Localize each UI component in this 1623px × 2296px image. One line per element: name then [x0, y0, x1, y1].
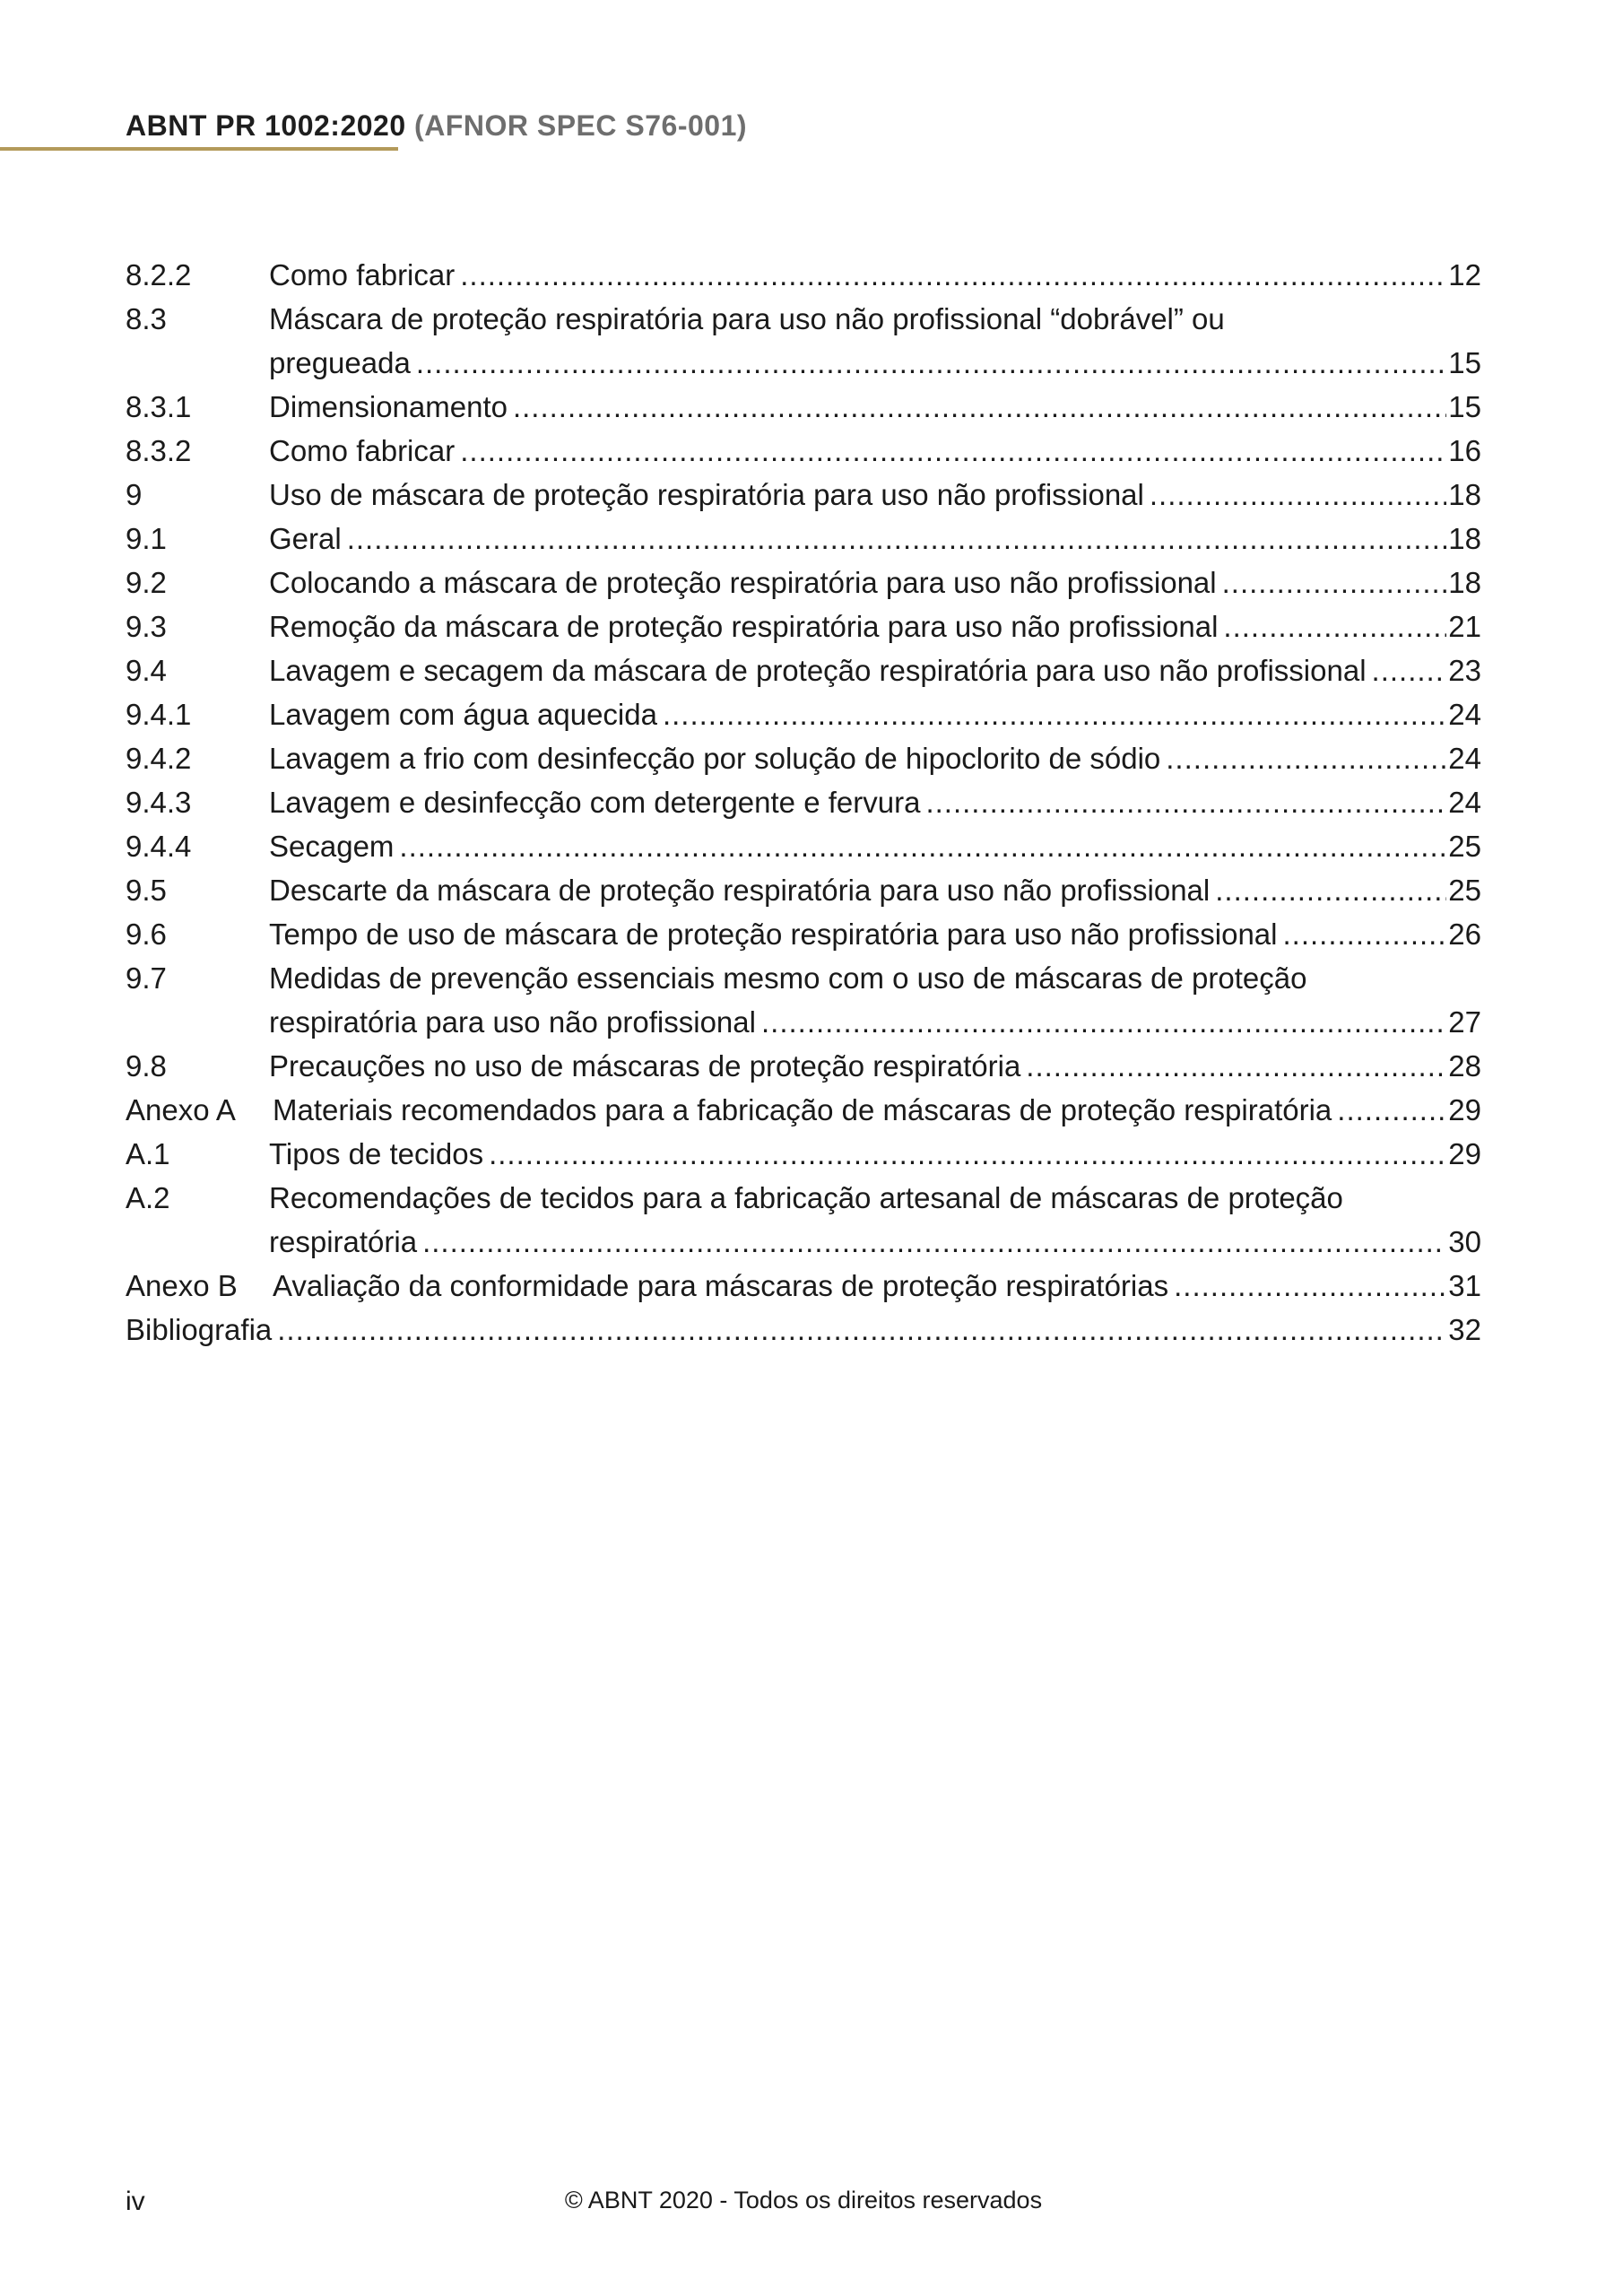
- toc-number: 9.1: [126, 522, 167, 555]
- toc-entry[interactable]: [126, 648, 1481, 692]
- toc-leader-dots: [508, 385, 1446, 429]
- toc-entry[interactable]: [126, 429, 1481, 473]
- toc-leader-dots: [272, 1308, 1446, 1352]
- toc-number: 9.6: [126, 918, 167, 951]
- toc-title: Remoção da máscara de proteção respiratória para uso não profissional: [269, 610, 1219, 643]
- toc-page-number: 18: [1448, 478, 1481, 511]
- toc-entry[interactable]: [126, 1088, 1481, 1132]
- toc-entry[interactable]: [126, 1132, 1481, 1176]
- toc-title: Como fabricar: [269, 258, 456, 291]
- toc-number: 9.2: [126, 566, 167, 599]
- toc-entry[interactable]: [126, 385, 1481, 429]
- page-number: iv: [126, 2187, 145, 2216]
- toc-number: Anexo B: [126, 1269, 238, 1302]
- toc-number: 9.4.1: [126, 698, 192, 731]
- toc-entry[interactable]: [126, 253, 1481, 297]
- toc-number: Anexo A: [126, 1093, 236, 1126]
- standard-code: ABNT PR 1002:2020: [126, 109, 406, 142]
- toc-leader-dots: [1160, 736, 1446, 780]
- toc-page-number: 15: [1448, 346, 1481, 379]
- toc-page-number: 30: [1448, 1225, 1481, 1258]
- toc-entry[interactable]: [126, 561, 1481, 604]
- toc-entry[interactable]: [126, 473, 1481, 517]
- toc-number: 9.3: [126, 610, 167, 643]
- toc-leader-dots: [1144, 473, 1446, 517]
- toc-number: A.2: [126, 1181, 170, 1214]
- toc-leader-dots: [1210, 868, 1446, 912]
- toc-page-number: 21: [1448, 610, 1481, 643]
- toc-title: Materiais recomendados para a fabricação de máscaras de proteção respiratória: [273, 1093, 1332, 1126]
- toc-title: Lavagem a frio com desinfecção por solução de hipoclorito de sódio: [269, 742, 1161, 775]
- toc-number: 9.4: [126, 654, 167, 687]
- toc-title: Bibliografia: [126, 1313, 273, 1346]
- toc-title: respiratória para uso não profissional: [269, 1005, 756, 1039]
- table-of-contents: [126, 253, 1481, 1352]
- toc-title: Medidas de prevenção essenciais mesmo com o uso de máscaras de proteção: [269, 961, 1307, 995]
- toc-number: 9.8: [126, 1049, 167, 1083]
- toc-page-number: 32: [1448, 1313, 1481, 1346]
- toc-leader-dots: [756, 1000, 1446, 1044]
- toc-leader-dots: [455, 253, 1446, 297]
- toc-page-number: 29: [1448, 1137, 1481, 1170]
- toc-entry[interactable]: [126, 517, 1481, 561]
- toc-page-number: 28: [1448, 1049, 1481, 1083]
- toc-title: Dimensionamento: [269, 390, 508, 423]
- toc-number: 9: [126, 478, 143, 511]
- toc-page-number: 16: [1448, 434, 1481, 467]
- toc-page-number: 24: [1448, 786, 1481, 819]
- toc-entry[interactable]: [126, 824, 1481, 868]
- toc-title: pregueada: [269, 346, 411, 379]
- toc-page-number: 24: [1448, 698, 1481, 731]
- toc-number: 9.4.2: [126, 742, 192, 775]
- toc-number: 9.7: [126, 961, 167, 995]
- toc-leader-dots: [342, 517, 1447, 561]
- toc-title: Uso de máscara de proteção respiratória para uso não profissional: [269, 478, 1144, 511]
- toc-leader-dots: [1218, 604, 1446, 648]
- toc-leader-dots: [455, 429, 1446, 473]
- toc-leader-dots: [1277, 912, 1446, 956]
- toc-title: Colocando a máscara de proteção respiratória para uso não profissional: [269, 566, 1217, 599]
- toc-title: Lavagem e desinfecção com detergente e fervura: [269, 786, 921, 819]
- toc-leader-dots: [657, 692, 1446, 736]
- toc-entry[interactable]: [126, 736, 1481, 780]
- toc-page-number: 18: [1448, 566, 1481, 599]
- toc-title: Como fabricar: [269, 434, 456, 467]
- toc-page-number: 15: [1448, 390, 1481, 423]
- toc-page-number: 26: [1448, 918, 1481, 951]
- toc-title: respiratória: [269, 1225, 418, 1258]
- toc-entry[interactable]: [126, 1264, 1481, 1308]
- toc-title: Tempo de uso de máscara de proteção respiratória para uso não profissional: [269, 918, 1278, 951]
- toc-title: Avaliação da conformidade para máscaras de proteção respiratórias: [273, 1269, 1169, 1302]
- toc-number: 9.4.4: [126, 830, 192, 863]
- toc-leader-dots: [483, 1132, 1446, 1176]
- toc-leader-dots: [920, 780, 1446, 824]
- toc-number: A.1: [126, 1137, 170, 1170]
- toc-title: Geral: [269, 522, 342, 555]
- toc-number: 9.5: [126, 874, 167, 907]
- toc-page-number: 31: [1448, 1269, 1481, 1302]
- toc-page-number: 27: [1448, 1005, 1481, 1039]
- toc-leader-dots: [411, 341, 1446, 385]
- toc-leader-dots: [1367, 648, 1447, 692]
- toc-title: Lavagem com água aquecida: [269, 698, 657, 731]
- toc-title: Secagem: [269, 830, 395, 863]
- standard-reference: (AFNOR SPEC S76-001): [414, 109, 748, 142]
- toc-page-number: 18: [1448, 522, 1481, 555]
- toc-page-number: 25: [1448, 830, 1481, 863]
- toc-page-number: 23: [1448, 654, 1481, 687]
- toc-entry[interactable]: [126, 956, 1481, 1044]
- toc-entry[interactable]: [126, 297, 1481, 385]
- toc-entry[interactable]: [126, 780, 1481, 824]
- toc-entry[interactable]: [126, 692, 1481, 736]
- copyright-notice: © ABNT 2020 - Todos os direitos reservados: [564, 2187, 1043, 2213]
- toc-leader-dots: [1168, 1264, 1446, 1308]
- toc-title: Máscara de proteção respiratória para uso não profissional “dobrável” ou: [269, 302, 1225, 335]
- toc-page-number: 24: [1448, 742, 1481, 775]
- toc-leader-dots: [1332, 1088, 1446, 1132]
- page-header: [126, 109, 747, 143]
- toc-leader-dots: [1020, 1044, 1446, 1088]
- toc-number: 8.3: [126, 302, 167, 335]
- toc-number: 9.4.3: [126, 786, 192, 819]
- toc-title: Tipos de tecidos: [269, 1137, 484, 1170]
- toc-number: 8.3.2: [126, 434, 192, 467]
- toc-entry[interactable]: [126, 912, 1481, 956]
- toc-page-number: 25: [1448, 874, 1481, 907]
- toc-entry[interactable]: [126, 604, 1481, 648]
- toc-title: Descarte da máscara de proteção respiratória para uso não profissional: [269, 874, 1211, 907]
- toc-entry[interactable]: [126, 1044, 1481, 1088]
- toc-number: 8.2.2: [126, 258, 192, 291]
- toc-page-number: 12: [1448, 258, 1481, 291]
- toc-entry[interactable]: [126, 868, 1481, 912]
- toc-leader-dots: [1217, 561, 1447, 604]
- toc-title: Lavagem e secagem da máscara de proteção respiratória para uso não profissional: [269, 654, 1367, 687]
- toc-entry[interactable]: [126, 1308, 1481, 1352]
- toc-entry[interactable]: [126, 1176, 1481, 1264]
- toc-leader-dots: [394, 824, 1446, 868]
- header-rule: [0, 147, 398, 151]
- toc-page-number: 29: [1448, 1093, 1481, 1126]
- toc-title: Recomendações de tecidos para a fabricação artesanal de máscaras de proteção: [269, 1181, 1343, 1214]
- toc-leader-dots: [417, 1220, 1446, 1264]
- toc-number: 8.3.1: [126, 390, 192, 423]
- toc-title: Precauções no uso de máscaras de proteção respiratória: [269, 1049, 1021, 1083]
